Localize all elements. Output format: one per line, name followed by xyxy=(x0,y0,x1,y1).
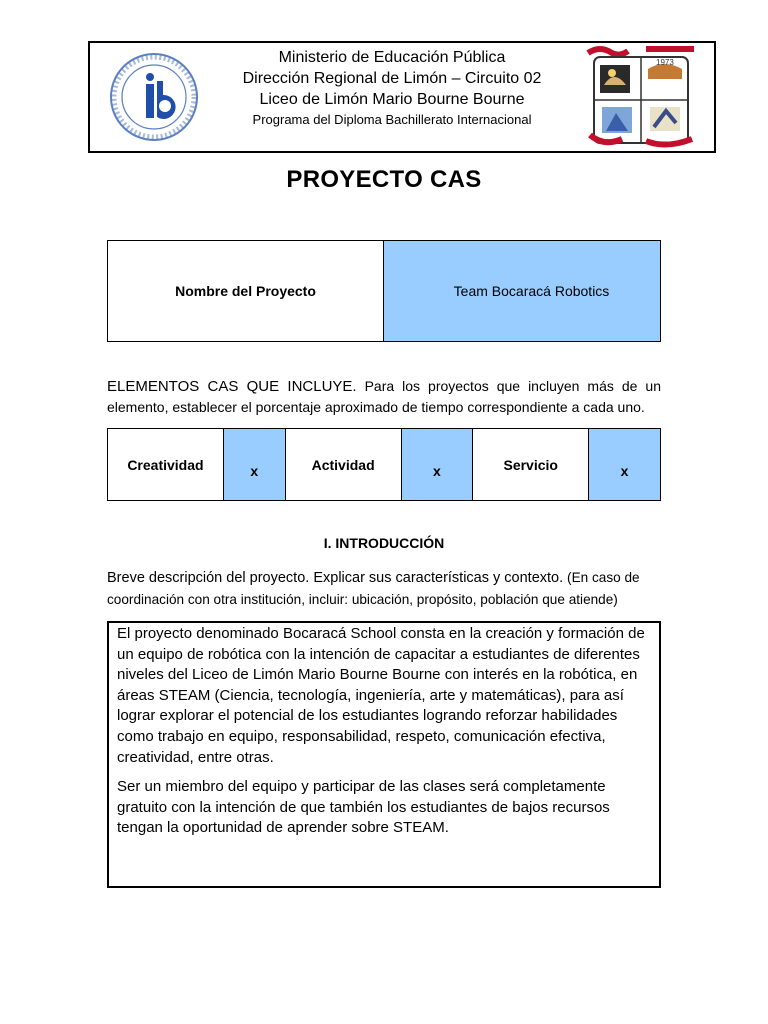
project-name-value: Team Bocaracá Robotics xyxy=(384,241,661,342)
element-mark-actividad: x xyxy=(401,429,473,501)
intro-paragraph-1: El proyecto denominado Bocaracá School consta en la creación y formación de un equipo de robótica con la intención de capacitar a estudiantes de diferentes niveles del Liceo de Limón Mario Bourne Bourne con interés en la robótica, en áreas STEAM (Ciencia, tecnología, ingeniería, arte y matemáticas), para así lograr explorar el potencial de los estudiantes logrando reforzar habilidades como trabajo en equipo, responsabilidad, respeto, comunicación efectiva, creatividad, entre otras. xyxy=(117,625,645,766)
element-label-creatividad: Creatividad xyxy=(108,429,224,501)
header-line-3: Liceo de Limón Mario Bourne Bourne xyxy=(259,91,525,108)
section-heading-introduccion: I. INTRODUCCIÓN xyxy=(323,535,445,551)
header-line-1: Ministerio de Educación Pública xyxy=(278,49,506,66)
header-line-2: Dirección Regional de Limón – Circuito 02 xyxy=(242,70,542,87)
element-mark-servicio: x xyxy=(589,429,661,501)
intro-prompt xyxy=(107,567,667,610)
intro-prompt-lead: Breve descripción del proyecto. Explicar sus características y contexto. xyxy=(107,570,564,586)
cas-elements-heading: ELEMENTOS CAS QUE INCLUYE. xyxy=(107,378,357,395)
cas-elements-note: Para los proyectos que incluyen más de un elemento, establecer el porcentaje aproximado de tiempo correspondiente a cada uno. xyxy=(107,378,661,415)
element-label-servicio: Servicio xyxy=(473,429,589,501)
ib-logo xyxy=(108,51,200,143)
document-header xyxy=(88,41,716,153)
page-title: PROYECTO CAS xyxy=(286,166,482,193)
crest-year: 1973 xyxy=(656,58,674,67)
cas-elements-table xyxy=(107,428,661,501)
school-crest xyxy=(586,45,696,149)
cas-elements-instructions xyxy=(107,376,661,417)
intro-paragraph-2: Ser un miembro del equipo y participar de las clases será completamente gratuito con la intención de que también los estudiantes de bajos recursos tengan la oportunidad de aprender sobre STEAM. xyxy=(117,778,610,837)
intro-prompt-note: (En caso de coordinación con otra institución, incluir: ubicación, propósito, población que atiende) xyxy=(107,570,640,607)
project-name-table xyxy=(107,240,661,342)
element-mark-creatividad: x xyxy=(223,429,285,501)
intro-text-box xyxy=(107,621,661,888)
project-name-label: Nombre del Proyecto xyxy=(108,241,384,342)
header-line-4: Programa del Diploma Bachillerato Internacional xyxy=(252,112,532,127)
element-label-actividad: Actividad xyxy=(285,429,401,501)
